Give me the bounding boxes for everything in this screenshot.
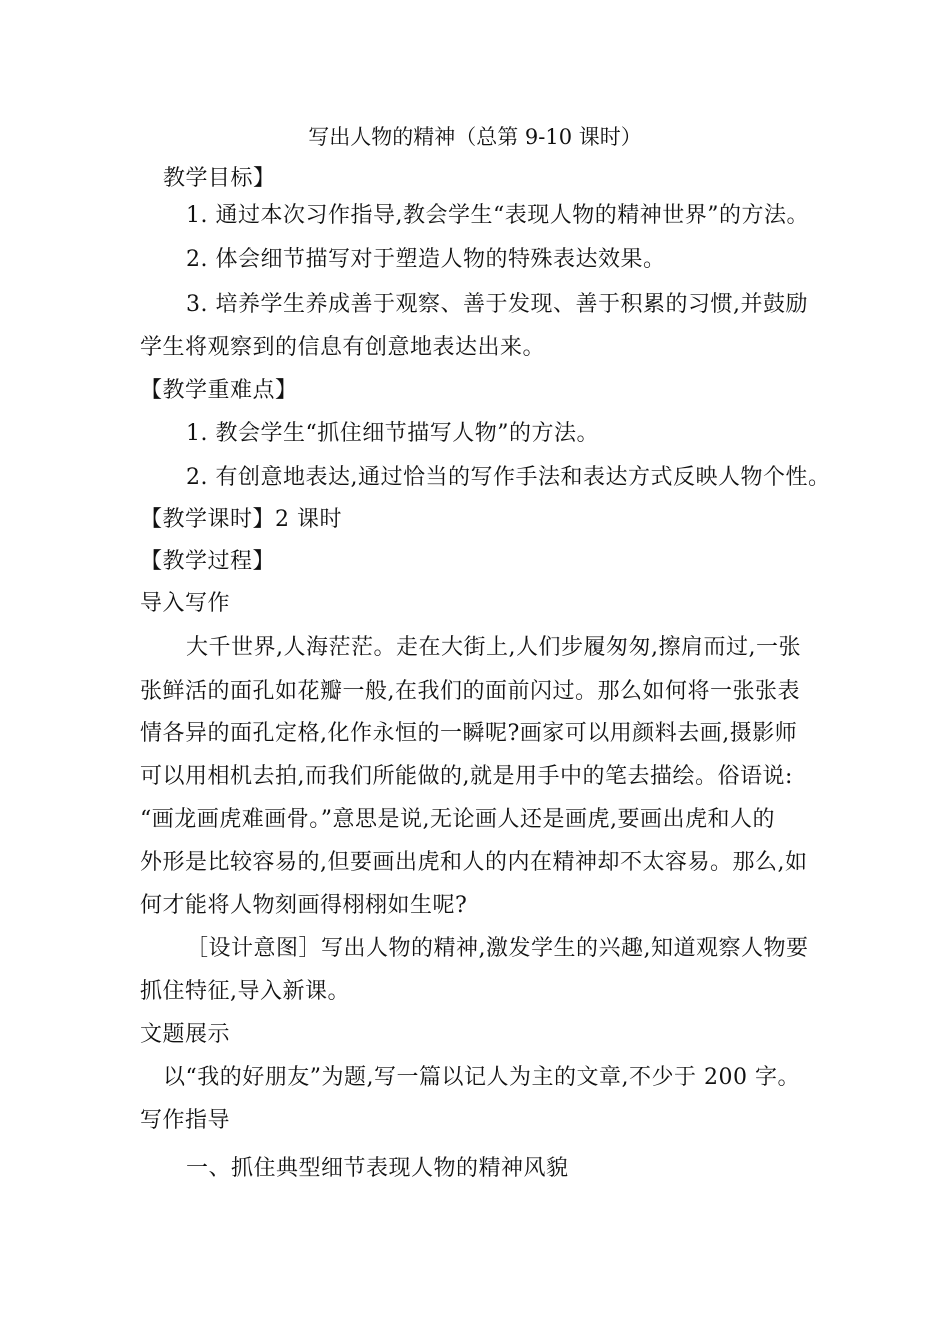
intro-paragraph-line: 情各异的面孔定格,化作永恒的一瞬呢?画家可以用颜料去画,摄影师 (140, 721, 798, 746)
design-intent-line: 抓住特征,导入新课。 (140, 979, 350, 1004)
intro-paragraph-line: 张鲜活的面孔如花瓣一般,在我们的面前闪过。那么如何将一张张表 (140, 679, 800, 704)
document-title: 写出人物的精神（总第 9-10 课时） (308, 125, 642, 149)
goal-item-3-continued: 学生将观察到的信息有创意地表达出来。 (140, 335, 546, 360)
lesson-hours: 【教学课时】2 课时 (140, 507, 342, 532)
guide-item-1: 一、抓住典型细节表现人物的精神风貌 (186, 1156, 569, 1181)
intro-paragraph-line: “画龙画虎难画骨。”意思是说,无论画人还是画虎,要画出虎和人的 (140, 807, 775, 832)
intro-paragraph-line: 何才能将人物刻画得栩栩如生呢? (140, 893, 468, 918)
key-point-2: 2. 有创意地表达,通过恰当的写作手法和表达方式反映人物个性。 (186, 465, 831, 490)
design-intent-line: ［设计意图］写出人物的精神,激发学生的兴趣,知道观察人物要 (186, 936, 809, 961)
intro-paragraph-line: 大千世界,人海茫茫。走在大街上,人们步履匆匆,擦肩而过,一张 (186, 635, 801, 660)
guide-heading: 写作指导 (140, 1108, 231, 1133)
goals-heading: 教学目标】 (163, 166, 276, 191)
goal-item-1: 1. 通过本次习作指导,教会学生“表现人物的精神世界”的方法。 (186, 203, 809, 228)
intro-paragraph-line: 可以用相机去拍,而我们所能做的,就是用手中的笔去描绘。俗语说: (140, 764, 793, 789)
topic-text: 以“我的好朋友”为题,写一篇以记人为主的文章,不少于 200 字。 (163, 1065, 800, 1090)
topic-heading: 文题展示 (140, 1022, 231, 1047)
intro-paragraph-line: 外形是比较容易的,但要画出虎和人的内在精神却不太容易。那么,如 (140, 850, 808, 875)
key-point-1: 1. 教会学生“抓住细节描写人物”的方法。 (186, 421, 599, 446)
goal-item-2: 2. 体会细节描写对于塑造人物的特殊表达效果。 (186, 247, 666, 272)
goal-item-3: 3. 培养学生养成善于观察、善于发现、善于积累的习惯,并鼓励 (186, 292, 808, 317)
intro-heading: 导入写作 (140, 591, 231, 616)
key-points-heading: 【教学重难点】 (140, 378, 298, 403)
process-heading: 【教学过程】 (140, 549, 276, 574)
